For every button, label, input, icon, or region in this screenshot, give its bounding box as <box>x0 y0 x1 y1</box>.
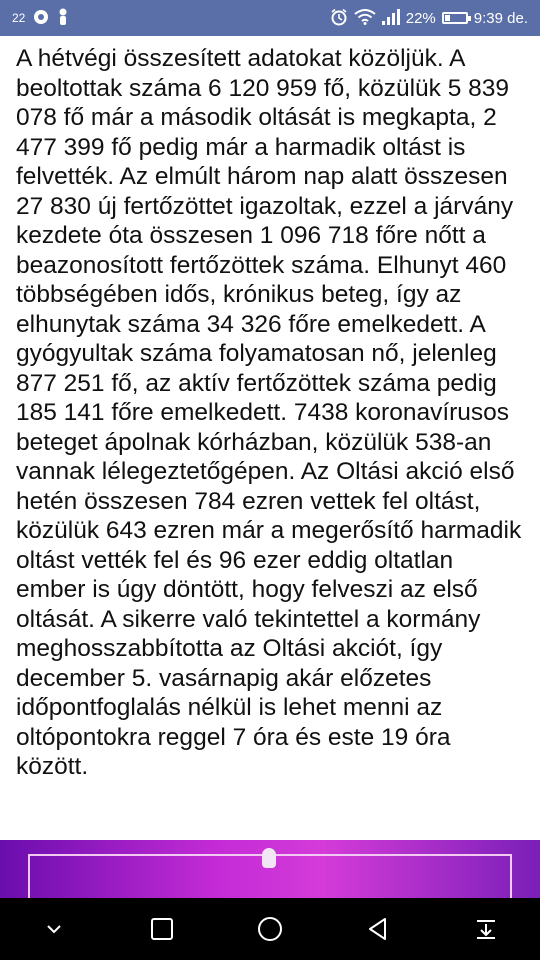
video-banner[interactable] <box>0 840 540 898</box>
chevron-down-icon[interactable] <box>32 907 76 951</box>
status-bar <box>0 0 540 36</box>
wifi-icon <box>354 9 376 28</box>
back-button[interactable] <box>356 907 400 951</box>
notification-count: 22 <box>12 11 26 25</box>
battery-percent: 22% <box>405 9 436 27</box>
navigation-bar <box>0 898 540 960</box>
chrome-icon <box>33 9 49 28</box>
signal-icon <box>382 9 400 28</box>
article-body: A hétvégi összesített adatokat közöljük. A beoltottak száma 6 120 959 fő, közülük 5 839 078 fő már a második oltását is megkapta, 2 477 399 fő pedig már a harmadik oltást is felvették. Az elmúlt három nap alatt összesen 27 830 új fertőzöttet igazoltak, ezzel a járvány kezdete óta összesen 1 096 718 főre nőtt a beazonosított fertőzöttek száma. Elhunyt 460 többségében idős, krónikus beteg, így az elhunytak száma 34 326 főre emelkedett. A gyógyultak száma folyamatosan nő, jelenleg 877 251 fő, az aktív fertőzöttek száma pedig 185 141 főre emelkedett. 7438 koronavírusos beteget ápolnak kórházban, közülük 538-an vannak lélegeztetőgépen. Az Oltási akció első hetén összesen 784 ezren vettek fel oltást, közülük 643 ezren már a megerősítő harmadik oltást vették fel és 96 ezer eddig oltatlan ember is úgy döntött, hogy felveszi az első oltását. A sikerre való tekintettel a kormány meghosszabbította az Oltási akciót, így december 5. vasárnapig akár előzetes időpontfoglalás nélkül is lehet menni az oltópontokra reggel 7 óra és este 19 óra között. <box>16 45 522 780</box>
battery-fill <box>445 15 450 21</box>
home-button[interactable] <box>248 907 292 951</box>
battery-icon <box>442 12 468 24</box>
status-right <box>330 8 540 29</box>
coat-of-arms-icon <box>262 848 276 868</box>
person-icon <box>57 8 69 29</box>
notification-pull-icon[interactable] <box>464 907 508 951</box>
clock: 9:39 de. <box>473 9 528 27</box>
status-left <box>0 8 69 29</box>
recent-apps-button[interactable] <box>140 907 184 951</box>
alarm-icon <box>330 8 348 29</box>
